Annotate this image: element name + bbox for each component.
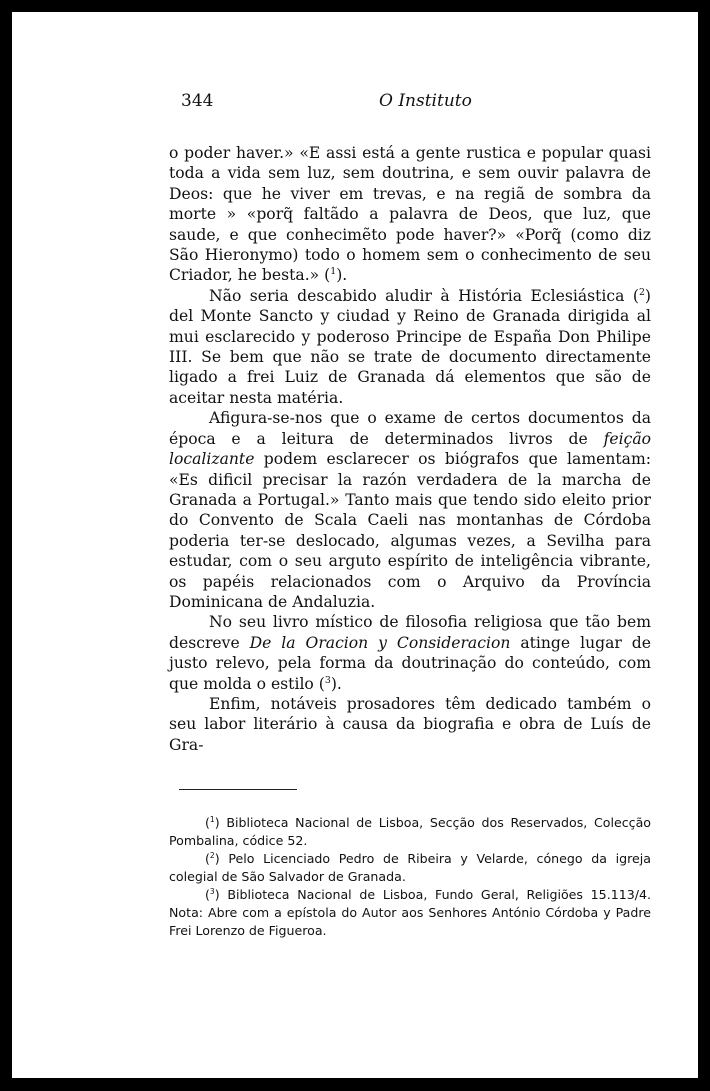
- paragraph: [169, 612, 651, 694]
- text-segment: Não seria descabido aludir à História Eclesiástica (: [209, 286, 639, 305]
- text-segment: No seu livro místico de filosofia religiosa que tão bem descreve: [169, 613, 651, 652]
- text-segment: ) del Monte Sancto y ciudad y Reino de Granada dirigida al mui esclarecido y poderoso Principe de España Don Philipe III. Se bem que não se trate de documento directamente ligado a frei Luiz de Granada dá elementos que são de aceitar nesta matéria.: [169, 286, 651, 407]
- text-segment: Enfim, notáveis prosadores têm dedicado também o seu labor literário à causa da biografia e obra de Luís de Gra-: [169, 694, 651, 754]
- text-segment: podem esclarecer os biógrafos que lamentam: «Es dificil precisar la razón verdadera de la marcha de Granada a Portugal.» Tanto mais que tendo sido eleito prior do Convento de Scala Caeli nas montanhas de Córdoba poderia ter-se deslocado, algumas vezes, a Sevilha para estudar, com o seu arguto espírito de inteligência vibrante, os papéis relacionados com o Arquivo da Província Dominicana de Andaluzia.: [169, 450, 651, 611]
- paragraph: [169, 143, 651, 286]
- footnote-marker: 3: [209, 887, 215, 896]
- italic-text: feição localizante: [169, 429, 651, 469]
- paragraph: [169, 694, 651, 755]
- footnote: ($^2$) Pelo Licenciado Pedro de Ribeira y Velarde, cónego da igreja colegial de São Salvador de Granada.: [169, 851, 652, 885]
- footnote-text: Pelo Licenciado Pedro de Ribeira y Velarde, cónego da igreja colegial de São Salvador de Granada.: [169, 851, 652, 885]
- footnote-text: Biblioteca Nacional de Lisboa, Fundo Geral, Religiões 15.113/4. Nota: Abre com a epístola do Autor aos Senhores António Córdoba y Padre Frei Lorenzo de Figueroa.: [169, 887, 651, 939]
- running-header: [169, 91, 651, 117]
- footnote-reference: 2: [638, 286, 645, 298]
- paragraph: [169, 408, 651, 612]
- italic-text: De la Oracion y Consideracion: [249, 633, 511, 652]
- footnote-reference: 3: [324, 674, 331, 686]
- text-segment: ).: [336, 266, 348, 285]
- paragraph: [169, 286, 651, 408]
- footnote-text: Biblioteca Nacional de Lisboa, Secção dos Reservados, Colecção Pombalina, códice 52.: [169, 815, 651, 849]
- footnotes: [169, 814, 651, 940]
- text-segment: Afigura-se-nos que o exame de certos documentos da época e a leitura de determinados livros de: [169, 409, 651, 448]
- page-number: 344: [181, 91, 214, 111]
- book-page: [12, 12, 698, 1078]
- footnote-marker: 1: [209, 815, 215, 824]
- text-segment: atinge lugar de justo relevo, pela forma da doutrinação do conteúdo, com que molda o estilo (: [169, 633, 652, 693]
- running-title: O Instituto: [379, 91, 472, 111]
- page-content: [169, 91, 651, 940]
- body-text: [169, 143, 651, 755]
- footnote: ($^3$) Biblioteca Nacional de Lisboa, Fundo Geral, Religiões 15.113/4. Nota: Abre com a epístola do Autor aos Senhores António Córdoba y Padre Frei Lorenzo de Figueroa.: [169, 887, 651, 939]
- text-segment: o poder haver.» «E assi está a gente rustica e popular quasi toda a vida sem luz, sem doutrina, e sem ouvir palavra de Deos: que he viver em trevas, e na regiã de sombra da morte » «porq̃ faltãdo a palavra de Deos, que luz, que saude, e que conhecimẽto pode haver?» «Porq̃ (como diz São Hieronymo) todo o homem sem o conhecimento de seu Criador, he besta.» (: [169, 144, 651, 285]
- footnote-divider: [179, 789, 297, 790]
- footnote-reference: 1: [330, 266, 337, 278]
- text-segment: ).: [330, 674, 342, 693]
- footnote-marker: 2: [209, 851, 215, 860]
- footnote: ($^1$) Biblioteca Nacional de Lisboa, Secção dos Reservados, Colecção Pombalina, códice 52.: [169, 815, 651, 849]
